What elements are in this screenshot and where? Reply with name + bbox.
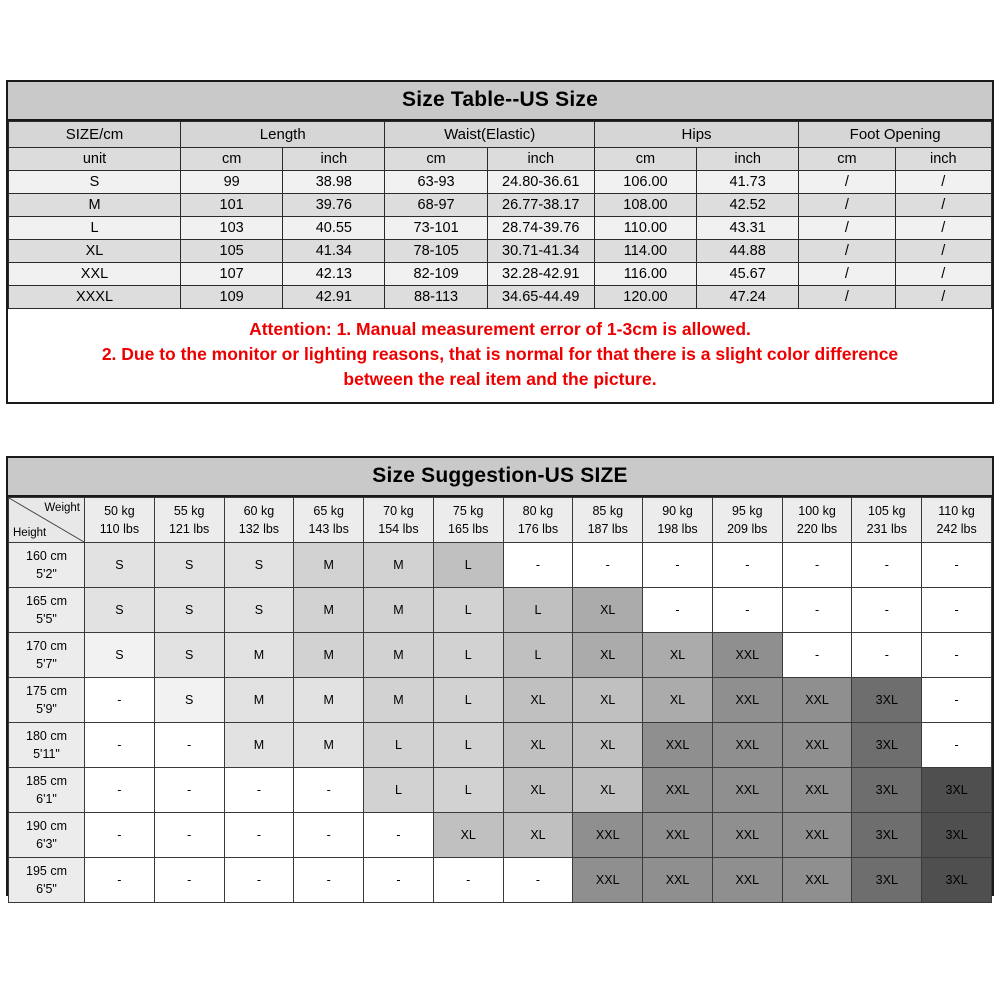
height-cm: 165 cm (26, 593, 67, 608)
suggestion-cell: XXL (573, 858, 643, 903)
weight-lbs: 110 lbs (99, 522, 140, 536)
suggestion-cell: - (922, 723, 992, 768)
suggestion-cell: - (433, 858, 503, 903)
size-suggestion-table (8, 497, 992, 903)
suggestion-cell: S (154, 633, 224, 678)
cell: 43.31 (697, 217, 799, 240)
suggestion-cell: - (922, 588, 992, 633)
suggestion-cell: - (573, 543, 643, 588)
weight-kg: 60 kg (243, 503, 275, 518)
cell: 108.00 (594, 194, 696, 217)
height-ft: 5'5" (36, 612, 57, 626)
cell: 24.80-36.61 (487, 171, 594, 194)
suggestion-cell: - (364, 858, 434, 903)
cell: XXXL (9, 286, 181, 309)
unit-hips-cm: cm (594, 148, 696, 171)
suggestion-cell: - (922, 633, 992, 678)
height-row-header (9, 723, 85, 768)
weight-kg: 100 kg (798, 503, 836, 518)
weight-kg: 110 kg (938, 503, 975, 518)
suggestion-cell: - (154, 813, 224, 858)
suggestion-cell: - (643, 543, 713, 588)
suggestion-row (9, 678, 992, 723)
suggestion-cell: - (224, 768, 294, 813)
cell: / (895, 286, 991, 309)
cell: 47.24 (697, 286, 799, 309)
weight-kg: 85 kg (592, 503, 624, 518)
suggestion-cell: S (85, 543, 155, 588)
table-row (9, 194, 992, 217)
suggestion-cell: L (433, 588, 503, 633)
suggestion-cell: XL (503, 678, 573, 723)
table-row (9, 171, 992, 194)
suggestion-cell: 3XL (852, 723, 922, 768)
cell: 107 (181, 263, 283, 286)
header-size: SIZE/cm (9, 122, 181, 148)
suggestion-cell: XL (573, 633, 643, 678)
cell: / (895, 194, 991, 217)
suggestion-cell: L (433, 543, 503, 588)
cell: / (799, 240, 895, 263)
weight-column-header (224, 498, 294, 543)
table-row (9, 263, 992, 286)
suggestion-cell: M (364, 633, 434, 678)
cell: 106.00 (594, 171, 696, 194)
suggestion-cell: XXL (712, 813, 782, 858)
suggestion-cell: - (154, 858, 224, 903)
corner-weight-label: Weight (44, 502, 80, 514)
cell: 114.00 (594, 240, 696, 263)
suggestion-cell: XL (573, 723, 643, 768)
weight-kg: 95 kg (731, 503, 763, 518)
suggestion-cell: 3XL (852, 858, 922, 903)
suggestion-cell: M (294, 543, 364, 588)
suggestion-cell: - (224, 858, 294, 903)
suggestion-row (9, 768, 992, 813)
suggestion-cell: XL (573, 588, 643, 633)
attention-line-1: Attention: 1. Manual measurement error of 1-3cm is allowed. (249, 319, 751, 339)
suggestion-cell: S (154, 543, 224, 588)
suggestion-cell: S (224, 588, 294, 633)
suggestion-cell: S (154, 678, 224, 723)
suggestion-cell: M (224, 723, 294, 768)
weight-lbs: 165 lbs (448, 522, 489, 536)
cell: / (895, 240, 991, 263)
unit-length-inch: inch (283, 148, 385, 171)
weight-column-header (154, 498, 224, 543)
unit-foot-inch: inch (895, 148, 991, 171)
weight-lbs: 231 lbs (866, 522, 907, 536)
suggestion-cell: M (294, 588, 364, 633)
suggestion-cell: XXL (712, 768, 782, 813)
cell: 99 (181, 171, 283, 194)
height-ft: 5'9" (36, 702, 57, 716)
suggestion-cell: L (433, 768, 503, 813)
cell: 42.52 (697, 194, 799, 217)
suggestion-row (9, 633, 992, 678)
suggestion-cell: XXL (782, 858, 852, 903)
suggestion-cell: M (294, 678, 364, 723)
suggestion-cell: - (85, 813, 155, 858)
suggestion-cell: - (503, 858, 573, 903)
suggestion-cell: M (224, 678, 294, 723)
suggestion-row (9, 813, 992, 858)
height-ft: 6'3" (36, 837, 57, 851)
suggestion-cell: M (224, 633, 294, 678)
suggestion-cell: L (503, 588, 573, 633)
weight-column-header (643, 498, 713, 543)
weight-kg: 50 kg (104, 503, 135, 518)
cell: 88-113 (385, 286, 487, 309)
suggestion-cell: - (85, 858, 155, 903)
weight-column-header (503, 498, 573, 543)
height-row-header (9, 678, 85, 723)
suggestion-cell: XL (573, 678, 643, 723)
cell: 41.34 (283, 240, 385, 263)
suggestion-cell: M (364, 678, 434, 723)
weight-lbs: 187 lbs (587, 522, 628, 536)
cell: 120.00 (594, 286, 696, 309)
weight-column-header (85, 498, 155, 543)
suggestion-cell: L (433, 678, 503, 723)
suggestion-cell: - (85, 768, 155, 813)
header-hips: Hips (594, 122, 798, 148)
height-row-header (9, 588, 85, 633)
suggestion-cell: - (85, 678, 155, 723)
height-ft: 5'2" (36, 567, 57, 581)
suggestion-cell: L (364, 768, 434, 813)
weight-lbs: 220 lbs (796, 522, 838, 536)
suggestion-cell: L (433, 633, 503, 678)
weight-column-header (364, 498, 434, 543)
suggestion-cell: S (154, 588, 224, 633)
suggestion-cell: M (294, 723, 364, 768)
suggestion-cell: - (782, 543, 852, 588)
table-row (9, 240, 992, 263)
cell: XL (9, 240, 181, 263)
height-cm: 170 cm (26, 638, 67, 653)
unit-waist-inch: inch (487, 148, 594, 171)
cell: 73-101 (385, 217, 487, 240)
cell: / (799, 263, 895, 286)
weight-column-header (852, 498, 922, 543)
suggestion-cell: - (224, 813, 294, 858)
attention-note (8, 309, 992, 402)
suggestion-cell: - (294, 858, 364, 903)
suggestion-cell: M (364, 588, 434, 633)
height-cm: 185 cm (26, 773, 67, 788)
suggestion-cell: XXL (573, 813, 643, 858)
weight-kg: 65 kg (313, 503, 344, 518)
cell: 42.13 (283, 263, 385, 286)
suggestion-cell: - (503, 543, 573, 588)
weight-column-header (294, 498, 364, 543)
cell: 68-97 (385, 194, 487, 217)
size-table-title: Size Table--US Size (8, 82, 992, 121)
suggestion-cell: XXL (712, 723, 782, 768)
header-foot-opening: Foot Opening (799, 122, 992, 148)
height-ft: 5'11" (33, 747, 60, 761)
size-table-unit-row (9, 148, 992, 171)
weight-lbs: 209 lbs (727, 522, 768, 536)
weight-lbs: 198 lbs (657, 522, 698, 536)
height-ft: 6'5" (36, 882, 57, 896)
weight-kg: 90 kg (662, 503, 693, 518)
cell: S (9, 171, 181, 194)
suggestion-cell: XL (433, 813, 503, 858)
height-ft: 6'1" (36, 792, 57, 806)
suggestion-cell: XXL (782, 678, 852, 723)
cell: 41.73 (697, 171, 799, 194)
cell: 78-105 (385, 240, 487, 263)
weight-kg: 105 kg (868, 503, 906, 518)
cell: 63-93 (385, 171, 487, 194)
suggestion-cell: XXL (643, 723, 713, 768)
suggestion-cell: XXL (643, 768, 713, 813)
cell: 32.28-42.91 (487, 263, 594, 286)
suggestion-cell: - (294, 813, 364, 858)
size-suggestion-title: Size Suggestion-US SIZE (8, 458, 992, 497)
size-suggestion-block (6, 456, 994, 896)
cell: 116.00 (594, 263, 696, 286)
unit-length-cm: cm (181, 148, 283, 171)
suggestion-cell: 3XL (852, 813, 922, 858)
suggestion-cell: XXL (712, 633, 782, 678)
cell: 26.77-38.17 (487, 194, 594, 217)
cell: 110.00 (594, 217, 696, 240)
suggestion-cell: 3XL (922, 813, 992, 858)
unit-foot-cm: cm (799, 148, 895, 171)
weight-kg: 70 kg (383, 503, 414, 518)
unit-label: unit (9, 148, 181, 171)
weight-kg: 55 kg (173, 503, 205, 518)
cell: 105 (181, 240, 283, 263)
cell: / (895, 171, 991, 194)
cell: / (799, 217, 895, 240)
cell: 44.88 (697, 240, 799, 263)
size-table-header-row (9, 122, 992, 148)
table-row (9, 286, 992, 309)
cell: 40.55 (283, 217, 385, 240)
suggestion-cell: L (503, 633, 573, 678)
cell: / (799, 171, 895, 194)
suggestion-cell: - (712, 543, 782, 588)
suggestion-cell: XL (643, 633, 713, 678)
weight-column-header (782, 498, 852, 543)
suggestion-cell: - (85, 723, 155, 768)
suggestion-cell: L (364, 723, 434, 768)
cell: 103 (181, 217, 283, 240)
suggestion-row (9, 723, 992, 768)
suggestion-cell: 3XL (852, 678, 922, 723)
attention-line-2: 2. Due to the monitor or lighting reasons, that is normal for that there is a slight color difference (101, 343, 899, 364)
attention-line-3: between the real item and the picture. (343, 368, 657, 389)
height-cm: 175 cm (26, 683, 67, 698)
cell: 28.74-39.76 (487, 217, 594, 240)
suggestion-cell: XL (503, 723, 573, 768)
suggestion-cell: 3XL (852, 768, 922, 813)
suggestion-cell: XL (503, 813, 573, 858)
suggestion-cell: - (712, 588, 782, 633)
weight-column-header (433, 498, 503, 543)
suggestion-cell: M (364, 543, 434, 588)
cell: 34.65-44.49 (487, 286, 594, 309)
suggestion-cell: - (922, 678, 992, 723)
cell: 42.91 (283, 286, 385, 309)
suggestion-cell: S (85, 588, 155, 633)
suggestion-cell: XXL (643, 813, 713, 858)
weight-lbs: 242 lbs (936, 522, 977, 536)
suggestion-cell: XXL (712, 678, 782, 723)
suggestion-cell: - (364, 813, 434, 858)
cell: / (895, 263, 991, 286)
suggestion-cell: S (85, 633, 155, 678)
suggestion-cell: 3XL (922, 768, 992, 813)
height-cm: 160 cm (26, 548, 67, 563)
size-table-block (6, 80, 994, 404)
suggestion-cell: XL (503, 768, 573, 813)
cell: 82-109 (385, 263, 487, 286)
header-length: Length (181, 122, 385, 148)
suggestion-cell: - (782, 588, 852, 633)
cell: / (799, 194, 895, 217)
cell: 38.98 (283, 171, 385, 194)
cell: 30.71-41.34 (487, 240, 594, 263)
cell: / (799, 286, 895, 309)
cell: 45.67 (697, 263, 799, 286)
suggestion-cell: XL (573, 768, 643, 813)
suggestion-cell: L (433, 723, 503, 768)
weight-lbs: 176 lbs (517, 522, 559, 536)
suggestion-cell: - (294, 768, 364, 813)
height-cm: 190 cm (26, 818, 67, 833)
weight-column-header (712, 498, 782, 543)
height-row-header (9, 768, 85, 813)
table-row (9, 217, 992, 240)
unit-waist-cm: cm (385, 148, 487, 171)
suggestion-cell: - (852, 633, 922, 678)
suggestion-cell: - (782, 633, 852, 678)
cell: 101 (181, 194, 283, 217)
cell: 109 (181, 286, 283, 309)
suggestion-cell: S (224, 543, 294, 588)
suggestion-header-row (9, 498, 992, 543)
suggestion-cell: XXL (782, 768, 852, 813)
cell: XXL (9, 263, 181, 286)
suggestion-cell: XL (643, 678, 713, 723)
suggestion-cell: M (294, 633, 364, 678)
cell: / (895, 217, 991, 240)
height-cm: 180 cm (26, 728, 67, 743)
suggestion-row (9, 543, 992, 588)
suggestion-cell: 3XL (922, 858, 992, 903)
height-row-header (9, 633, 85, 678)
corner-height-label: Height (13, 527, 47, 539)
weight-lbs: 132 lbs (238, 522, 280, 536)
height-row-header (9, 858, 85, 903)
weight-kg: 75 kg (452, 503, 484, 518)
suggestion-row (9, 858, 992, 903)
weight-column-header (573, 498, 643, 543)
suggestion-cell: - (154, 723, 224, 768)
cell: L (9, 217, 181, 240)
height-cm: 195 cm (26, 863, 67, 878)
suggestion-cell: XXL (712, 858, 782, 903)
cell: 39.76 (283, 194, 385, 217)
suggestion-cell: - (852, 588, 922, 633)
suggestion-cell: - (643, 588, 713, 633)
height-ft: 5'7" (36, 657, 57, 671)
weight-column-header (922, 498, 992, 543)
suggestion-cell: - (154, 768, 224, 813)
suggestion-cell: XXL (782, 723, 852, 768)
corner-cell (9, 498, 85, 543)
height-row-header (9, 813, 85, 858)
weight-lbs: 143 lbs (308, 522, 349, 536)
suggestion-cell: XXL (782, 813, 852, 858)
size-table (8, 121, 992, 309)
cell: M (9, 194, 181, 217)
suggestion-row (9, 588, 992, 633)
weight-lbs: 121 lbs (168, 522, 210, 536)
weight-kg: 80 kg (522, 503, 554, 518)
height-row-header (9, 543, 85, 588)
header-waist: Waist(Elastic) (385, 122, 594, 148)
weight-lbs: 154 lbs (378, 522, 419, 536)
unit-hips-inch: inch (697, 148, 799, 171)
suggestion-cell: - (852, 543, 922, 588)
suggestion-cell: - (922, 543, 992, 588)
suggestion-cell: XXL (643, 858, 713, 903)
